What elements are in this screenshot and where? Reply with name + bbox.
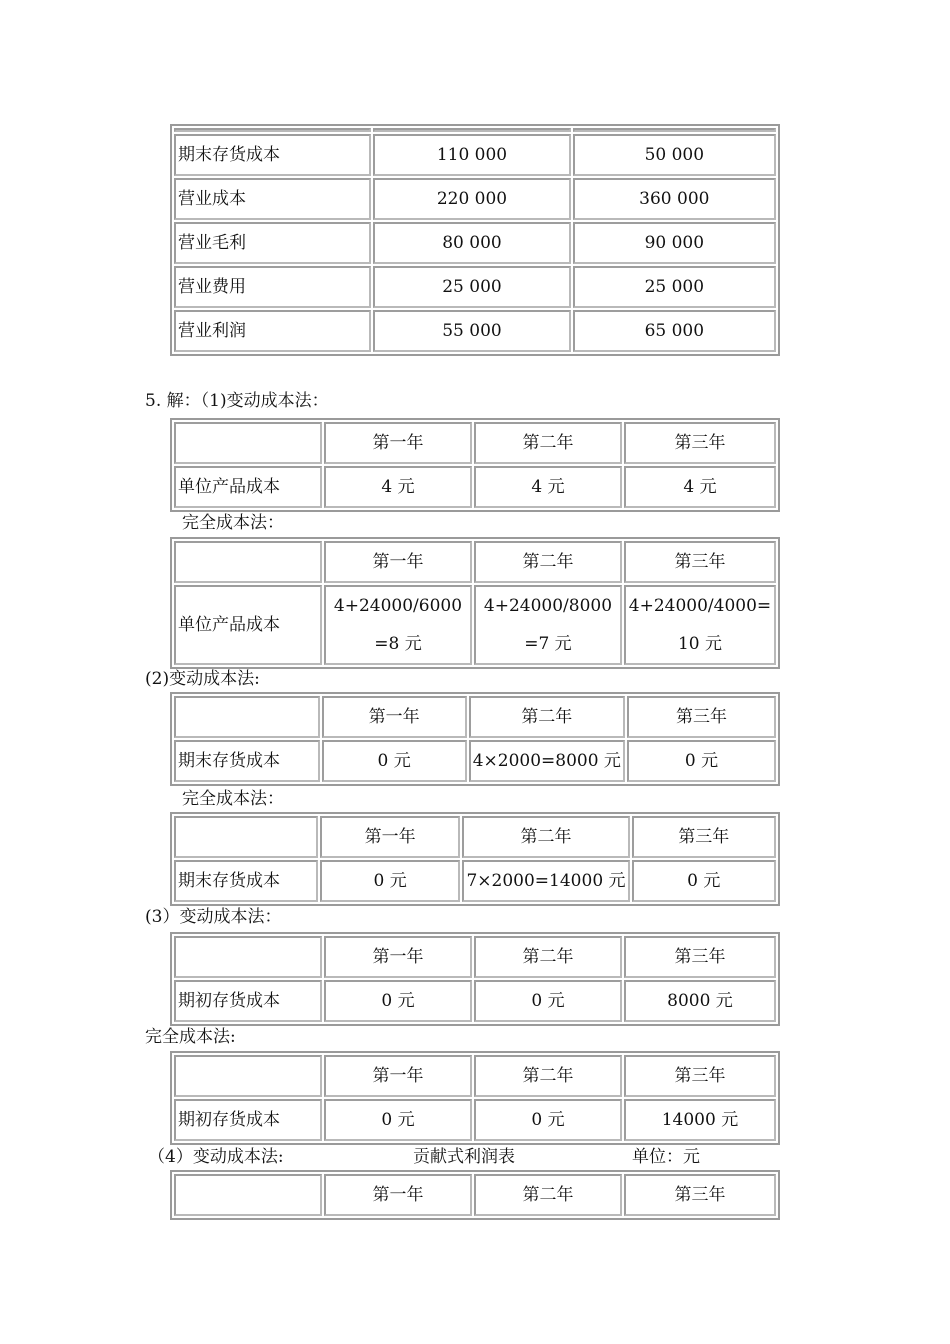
- row-label: 单位产品成本: [174, 466, 322, 508]
- year-header: 第一年: [324, 1174, 472, 1216]
- year-header: 第三年: [624, 1055, 776, 1097]
- row-label: 期末存货成本: [174, 860, 318, 902]
- table-row: [174, 422, 776, 464]
- year-header: 第二年: [474, 422, 622, 464]
- table-row: [174, 585, 776, 665]
- heading-full-cost-1: 完全成本法：: [182, 513, 284, 533]
- heading-5: 5. 解：（1)变动成本法：: [145, 391, 329, 411]
- table-cell: 360 000: [573, 178, 776, 220]
- table-cell: 8000 元: [624, 980, 776, 1022]
- table-row: [174, 980, 776, 1022]
- row-label: 营业费用: [174, 266, 371, 308]
- table-contribution-income: [170, 1170, 780, 1220]
- table-row: [174, 1099, 776, 1141]
- table-beginning-inventory-variable: [170, 932, 780, 1026]
- table-cell: 0 元: [474, 1099, 622, 1141]
- heading-full-cost-2: 完全成本法：: [182, 789, 284, 809]
- year-header: 第一年: [324, 422, 472, 464]
- table-cell: 50 000: [573, 134, 776, 176]
- table-cell: 0 元: [320, 860, 461, 902]
- year-header: 第二年: [469, 696, 625, 738]
- table-cell: [373, 128, 570, 132]
- table-row: [174, 1174, 776, 1216]
- table-row: [174, 266, 776, 308]
- table-cell: [573, 128, 776, 132]
- table-cell: [174, 128, 371, 132]
- year-header: 第一年: [324, 541, 472, 583]
- table-cell: 14000 元: [624, 1099, 776, 1141]
- year-header: 第三年: [632, 816, 776, 858]
- table-cell: 4+24000/8000=7 元: [474, 585, 622, 665]
- row-label: 期初存货成本: [174, 1099, 322, 1141]
- table-row: [174, 1055, 776, 1097]
- table-row: [174, 860, 776, 902]
- heading-2: (2)变动成本法:: [145, 669, 260, 689]
- year-header: 第三年: [624, 1174, 776, 1216]
- heading-full-cost-3: 完全成本法:: [145, 1027, 236, 1047]
- table-cell: 110 000: [373, 134, 570, 176]
- table-cell: 25 000: [373, 266, 570, 308]
- row-label: 单位产品成本: [174, 585, 322, 665]
- year-header: 第二年: [474, 1174, 622, 1216]
- year-header: 第二年: [474, 936, 622, 978]
- table-ending-inventory-full: [170, 812, 780, 906]
- row-label: 期末存货成本: [174, 134, 371, 176]
- table-row: [174, 134, 776, 176]
- year-header: 第二年: [474, 1055, 622, 1097]
- table-cell: 4 元: [324, 466, 472, 508]
- table-cell: 0 元: [632, 860, 776, 902]
- table-cell: 4+24000/4000=10 元: [624, 585, 776, 665]
- table-row: [174, 310, 776, 352]
- table-cell: 0 元: [474, 980, 622, 1022]
- table-cell: 25 000: [573, 266, 776, 308]
- table-row: [174, 222, 776, 264]
- year-header: 第二年: [462, 816, 629, 858]
- table-row: [174, 816, 776, 858]
- table-cell: 220 000: [373, 178, 570, 220]
- table-cell: [174, 696, 320, 738]
- table-unit-cost-variable: [170, 418, 780, 512]
- table-unit-cost-full: [170, 537, 780, 669]
- year-header: 第三年: [624, 541, 776, 583]
- table-cell: 0 元: [322, 740, 467, 782]
- table-cell: [174, 541, 322, 583]
- year-header: 第三年: [624, 422, 776, 464]
- year-header: 第三年: [624, 936, 776, 978]
- table-row: [174, 466, 776, 508]
- table-row: [174, 740, 776, 782]
- table-cell: 4 元: [624, 466, 776, 508]
- year-header: 第二年: [474, 541, 622, 583]
- table-ending-inventory-variable: [170, 692, 780, 786]
- table-cell: 0 元: [324, 980, 472, 1022]
- table-cell: 0 元: [627, 740, 776, 782]
- year-header: 第一年: [322, 696, 467, 738]
- table-cell: 4 元: [474, 466, 622, 508]
- table-cell: [174, 816, 318, 858]
- table-cell: 80 000: [373, 222, 570, 264]
- year-header: 第一年: [324, 936, 472, 978]
- heading-4-method: （4）变动成本法:: [148, 1147, 284, 1167]
- table-row: [174, 541, 776, 583]
- table-cell: [174, 936, 322, 978]
- table-row: [174, 128, 776, 132]
- row-label: 营业利润: [174, 310, 371, 352]
- heading-3: (3）变动成本法：: [145, 907, 282, 927]
- year-header: 第一年: [324, 1055, 472, 1097]
- table-a: [170, 124, 780, 356]
- heading-4-title: 贡献式利润表: [413, 1147, 515, 1167]
- table-cell: [174, 1174, 322, 1216]
- table-row: [174, 178, 776, 220]
- table-cell: 4+24000/6000=8 元: [324, 585, 472, 665]
- row-label: 营业毛利: [174, 222, 371, 264]
- table-cell: [174, 1055, 322, 1097]
- table-row: [174, 936, 776, 978]
- table-cell: 7×2000=14000 元: [462, 860, 629, 902]
- table-cell: 90 000: [573, 222, 776, 264]
- row-label: 期初存货成本: [174, 980, 322, 1022]
- table-cell: [174, 422, 322, 464]
- table-row: [174, 696, 776, 738]
- year-header: 第一年: [320, 816, 461, 858]
- table-cell: 55 000: [373, 310, 570, 352]
- table-cell: 0 元: [324, 1099, 472, 1141]
- year-header: 第三年: [627, 696, 776, 738]
- heading-4-unit: 单位：元: [632, 1147, 700, 1167]
- table-cell: 65 000: [573, 310, 776, 352]
- table-beginning-inventory-full: [170, 1051, 780, 1145]
- row-label: 营业成本: [174, 178, 371, 220]
- row-label: 期末存货成本: [174, 740, 320, 782]
- table-cell: 4×2000=8000 元: [469, 740, 625, 782]
